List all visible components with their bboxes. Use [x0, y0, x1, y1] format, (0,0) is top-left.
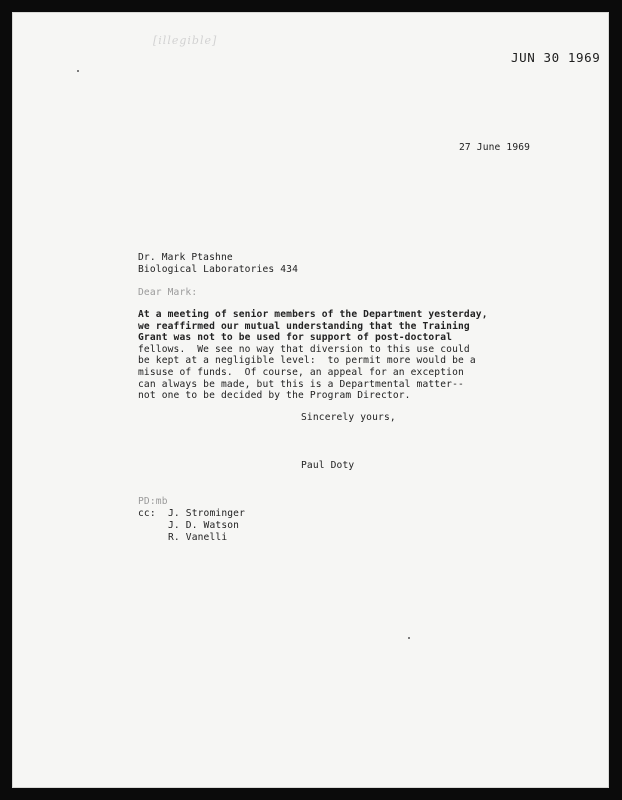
body-line: At a meeting of senior members of the Department yesterday,	[138, 309, 488, 320]
recipient-name: Dr. Mark Ptashne	[138, 252, 233, 263]
body-line: fellows. We see no way that diversion to this use could	[138, 343, 470, 355]
closing: Sincerely yours,	[301, 412, 396, 423]
salutation: Dear Mark:	[138, 287, 198, 298]
received-date-stamp: JUN 30 1969	[511, 50, 601, 65]
body-line: not one to be decided by the Program Director.	[138, 390, 411, 402]
body-line: can always be made, but this is a Departmental matter--	[138, 378, 464, 390]
letter-body	[138, 309, 488, 402]
letter-date: 27 June 1969	[459, 142, 531, 153]
cc-recipient: J. Strominger	[168, 508, 246, 519]
signature-name: Paul Doty	[301, 460, 355, 471]
body-line: Grant was not to be used for support of post-doctoral	[138, 332, 453, 344]
body-line: we reaffirmed our mutual understanding that the Training	[138, 320, 470, 332]
cc-recipient: R. Vanelli	[168, 532, 228, 543]
typist-initials: PD:mb	[138, 496, 168, 507]
pencil-annotation: [illegible]	[153, 34, 218, 47]
paper-speck	[408, 637, 410, 639]
recipient-address: Biological Laboratories 434	[138, 264, 298, 275]
body-line: misuse of funds. Of course, an appeal for an exception	[138, 366, 464, 378]
cc-recipient: J. D. Watson	[168, 520, 240, 531]
paper-speck	[77, 70, 79, 72]
body-line: be kept at a negligible level: to permit more would be a	[138, 355, 476, 367]
letter-page	[12, 12, 609, 788]
cc-label: cc:	[138, 508, 156, 519]
